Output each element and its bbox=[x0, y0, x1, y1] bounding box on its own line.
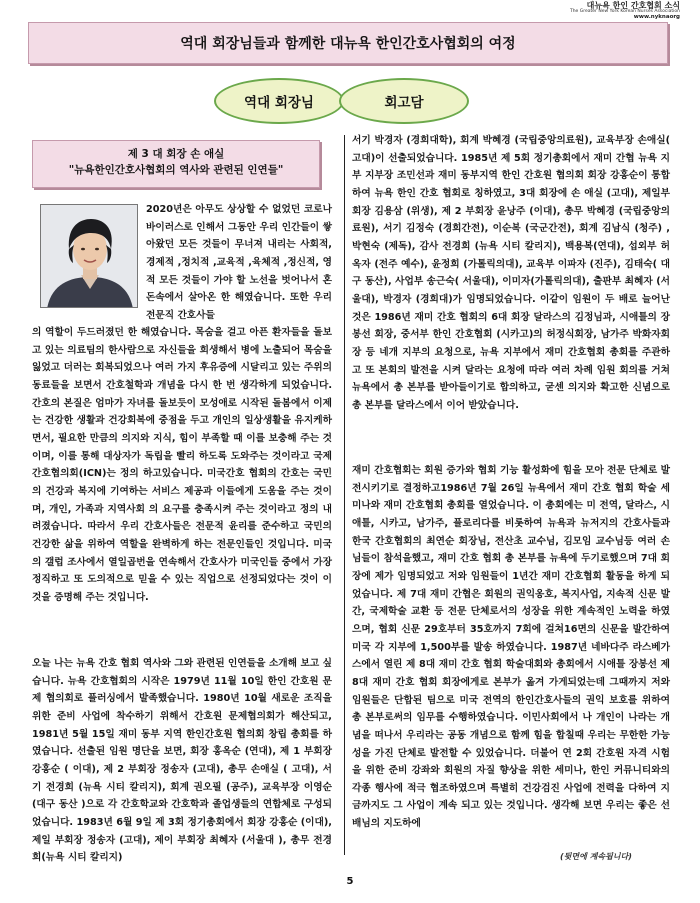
oval-label-left: 역대 회장님 bbox=[244, 95, 314, 111]
paragraph-nursing-role: 의 역할이 두드러졌던 한 해였습니다. 목숨을 걸고 아픈 환자들을 돌보고 있는 의료팀의 한사람으로 자신들을 희생해서 병에 노출되어 목숨을 잃었고 더러는 회복되었으나 여러 가지 후유증에 시달리고 있는 주위의 동료들을 보면서 간호철학과 개념을 다시 한 번 생각하게 되었습니다. 간호의 본질은 엄마가 자녀를 돌보듯이 모성애로 시작된 돌봄에서 이제는 건강한 생활과 건강회복에 중점을 두고 개인의 일상생활을 유지케하면서, 필요한 만큼의 의지와 지식, 힘이 부족할 때 이를 보충해 주는 것이며, 이를 통해 대상자가 독립을 빨리 하도록 도와주는 것이라고 국제간호협의회(ICN)는 정의 하고있습니다. 미국간호 협회의 간호는 국민의 건강과 복지에 기여하는 서비스 제공과 이들에게 도움을 주는 것이며, 개인, 가족과 지역사회 의 요구를 충족시켜 주는 것이라고 정의 내려졌습니다. 따라서 우리 간호사들은 전문적 윤리를 준수하고 국민의 건강한 삶을 위하여 역할을 완벽하게 하는 전문인들인 것입니다. 미국의 갤럽 조사에서 열일곱번을 연속해서 간호사가 미국인들 중에서 가장 정직하고 또 도의적으로 믿을 수 있는 직업으로 선정되었다는 것이 이것을 증명해 주는 것입니다. bbox=[32, 327, 332, 603]
right-column-second bbox=[352, 462, 670, 833]
left-column-body bbox=[32, 324, 332, 607]
paragraph-officers: 서기 박경자 (경희대학), 회계 박혜경 (국립중앙의료원), 교육부장 손애실( 고대)이 선출되었습니다. 1985년 제 5회 정기총회에서 재미 간협 뉴욕 지부 지부장 조민선과 재미 동부지역 한인 간호원 협의회 회장 강홍순이 통합하여 뉴욕 한인 간호 협회로 칭하였고, 3대 회장에 손 애실 (고대), 제일부회장 김용삼 (위생), 제 2 부회장 윤낭주 (이대), 총무 박혜경 (국립중앙의료원), 서기 김정숙 (경희간전), 이순복 (국군간전), 회계 김남식 (청주) ,박현숙 (제독), 감사 전경희 (뉴욕 시티 칼리지), 백용복(연대), 섭외부 허옥자 (전주 예수), 윤정희 (가톨릭의대), 교육부 이파자 (진주), 김태숙( 대구 동산), 사업부 송근숙( 서울대), 이미자(가톨릭의대), 출판부 최혜자 (서울대), 박경자 (경희대)가 임명되었습니다. 이같이 임원이 두 배로 늘어난 것은 1986년 재미 간호 협회의 6대 회장 달라스의 김정님과, 시애틀의 장봉선 회장, 중서부 한인 간호협회 (시카고)의 허정식회장, 남가주 박화자회장 등 네개 지부의 요청으로, 뉴욕 지부에서 재미 간호협회 총회를 주관하고 또 본회의 발전을 시켜 달라는 요청에 따라 여러 차례 임원 회의를 거쳐 뉴욕에서 총 본부를 받아들이기로 합의하고, 굳센 의지와 확고한 신념으로 총 본부를 달라스에서 이어 받았습니다. bbox=[352, 135, 670, 411]
oval-label-right: 회고담 bbox=[384, 95, 424, 111]
article-subtitle-box bbox=[32, 140, 320, 188]
continued-note: (뒷면에 계속됩니다) bbox=[560, 852, 632, 861]
portrait-illustration bbox=[41, 205, 138, 308]
article-author-line: 제 3 대 회장 손 애실 bbox=[127, 148, 225, 160]
section-oval-memoir bbox=[339, 78, 469, 124]
page-title: 역대 회장님들과 함께한 대뉴욕 한인간호사협회의 여정 bbox=[180, 36, 516, 52]
paragraph-intro: 2020년은 아무도 상상할 수 없었던 코로나 바이러스로 인해서 그동안 우리 인간들이 쌓아왔던 모든 것들이 무너져 내리는 사회적, 경제적 ,정치적 ,교육적 ,육체적 ,정신적, 영적 모든 것들이 가야 할 노선을 벗어나서 혼돈속에서 살아온 한 해였습니다. 또한 우리 전문직 간호사들 bbox=[146, 204, 332, 321]
paragraph-national-association: 재미 간호협회는 회원 증가와 협회 기능 활성화에 힘을 모아 전문 단체로 발전시키기로 결정하고1986년 7월 26일 뉴욕에서 재미 간호 협회 학술 세미나와 재미 간호협회 총회를 열었습니다. 이 총회에는 미 전역, 달라스, 시애틀, 시카고, 남가주, 플로리다를 비롯하여 뉴욕과 뉴저지의 간호사들과 한국 간호협회의 최연순 회장님, 전산초 교수님, 김모임 교수님등 여러 손님들이 참석을했고, 재미 간호 협회 총 본부를 뉴욕에 두기로했으며 7대 회장에 제가 임명되었고 저와 임원들이 1년간 재미 간호협회 활동을 하게 되었습니다. 제 7대 재미 간협은 회원의 권익옹호, 복지사업, 지속적 신문 발간, 국제학술 교환 등 전문 단체로서의 성장을 위한 계속적인 노력을 하였으며, 협회 신문 29호부터 35호까지 7회에 걸쳐16면의 신문을 발간하여 미국 각 지부에 1,500부를 발송 하였습니다. 1987년 네바다주 라스베가스에서 열린 제 8대 재미 간호 협회 학술대회와 총회에서 시애틀 장봉선 제 8대 재미 간호 협회 회장에게로 본부가 옮겨 가게되었는데 그때까지 저와 임원들은 단합된 팀으로 미국 전역의 한인간호사들의 권익 보호를 위하여 총 본부로써의 임무를 수행하였습니다. 이민사회에서 나 개인이 나라는 개념을 떠나서 우리라는 공동 개념으로 함께 힘을 합칠때 우리는 무한한 가능성을 가진 단체로 발전할 수 있었습니다. 더불어 연 2회 간호원 자격 시험을 위한 준비 강좌와 회원의 자질 향상을 위한 세미나, 한인 커뮤니티와의 각종 행사에 적극 협조하였으며 특별히 건강검진 사업에 전력을 다하여 지금까지도 그 사업이 계속 되고 있는 것입니다. 생각해 보면 우리는 좋은 선배님의 지도하에 bbox=[352, 465, 670, 830]
paragraph-association-history: 오늘 나는 뉴욕 간호 협회 역사와 그와 관련된 인연들을 소개해 보고 싶습니다. 뉴욕 간호협회의 시작은 1979년 11월 10일 한인 간호원 문제 협의회로 플러싱에서 발족했습니다. 1980년 10월 새로운 조직을 위한 준비 사업에 착수하기 위해서 간호원 문제협의회가 해산되고, 1981년 5월 15일 재미 동부 지역 한인간호원 협의회 창립 총회를 하였습니다. 선출된 임원 명단을 보면, 회장 홍옥순 (연대), 제 1 부회장 강홍순 ( 이대), 제 2 부회장 정송자 (고대), 총무 손애실 ( 고대), 서기 전경희 (뉴욕 시티 칼리지), 회계 권오필 (공주), 교육부장 이영순 (대구 동산 )으로 각 간호학교와 간호학과 졸업생들의 연합체로 구성되었습니다. 1983년 6월 9일 제 3회 정기총회에서 회장 강홍순 (이대), 제일 부회장 정송자 (고대), 제이 부회장 최혜자 (서울대 ), 총무 전경희(뉴욕 시티 칼리지) bbox=[32, 658, 332, 864]
author-photo bbox=[40, 204, 138, 308]
masthead-url: www.nyknaorg bbox=[633, 14, 680, 21]
column-divider bbox=[344, 135, 345, 855]
masthead-subtitle: The Greater New York Korean Nurses Association bbox=[569, 9, 680, 15]
right-column-body bbox=[352, 132, 670, 415]
article-heading: "뉴욕한인간호사협회의 역사와 관련된 인연들" bbox=[68, 164, 284, 177]
section-oval-presidents bbox=[214, 78, 344, 124]
left-column-history bbox=[32, 655, 332, 867]
masthead-title: 대뉴욕 한인 간호협회 소식 bbox=[586, 1, 680, 10]
masthead bbox=[570, 2, 680, 21]
page-title-banner bbox=[28, 22, 668, 64]
left-column-intro bbox=[146, 201, 332, 325]
page-number: 5 bbox=[346, 876, 354, 887]
